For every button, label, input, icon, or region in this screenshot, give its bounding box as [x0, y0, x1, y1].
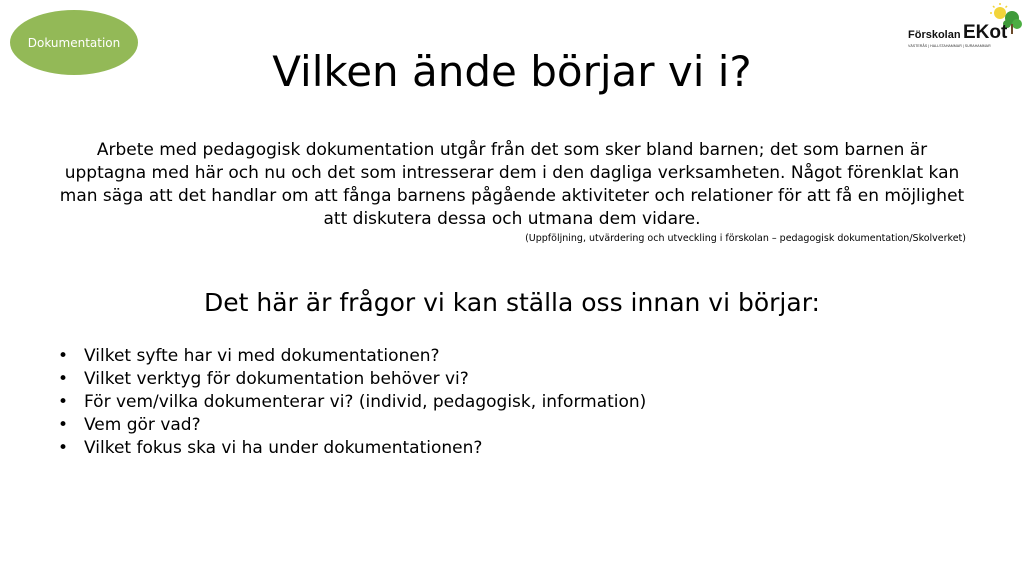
section-badge-label: Dokumentation [27, 35, 121, 50]
bullet-icon: • [58, 438, 69, 458]
bullet-icon: • [58, 415, 69, 435]
logo-tagline: VÄSTERÅS | HALLSTAHAMMAR | SURAHAMMAR [908, 44, 991, 48]
question-text: Vilket fokus ska vi ha under dokumentationen? [84, 438, 483, 458]
intro-paragraph: Arbete med pedagogisk dokumentation utgår från det som sker bland barnen; det som barnen är upptagna med här och nu och det som intresserar dem i den dagliga verksamheten. Något förenklat kan man säga att det handlar om att fånga barnens pågående aktiviteter och relationer för att få en möjlighet att diskutera dessa och utmana dem vidare. [59, 140, 965, 229]
logo-brand-text: EKot [963, 22, 1008, 43]
list-item [58, 368, 646, 391]
slide-title: Vilken ände börjar vi i? [272, 47, 752, 96]
source-citation: (Uppföljning, utvärdering och utveckling i förskolan – pedagogisk dokumentation/Skolverket) [525, 233, 966, 244]
question-text: Vilket syfte har vi med dokumentationen? [84, 346, 440, 366]
question-text: Vilket verktyg för dokumentation behöver vi? [84, 369, 469, 389]
logo-prefix-text: Förskolan [908, 29, 961, 41]
list-item [58, 391, 646, 414]
bullet-icon: • [58, 392, 69, 412]
sun-icon [990, 3, 1007, 19]
questions-heading: Det här är frågor vi kan ställa oss innan vi börjar: [204, 288, 820, 317]
list-item [58, 345, 646, 368]
question-text: För vem/vilka dokumenterar vi? (individ, pedagogisk, information) [84, 392, 647, 412]
question-list [58, 345, 646, 460]
bullet-icon: • [58, 369, 69, 389]
list-item [58, 437, 646, 460]
list-item [58, 414, 646, 437]
bullet-icon: • [58, 346, 69, 366]
question-text: Vem gör vad? [84, 415, 201, 435]
